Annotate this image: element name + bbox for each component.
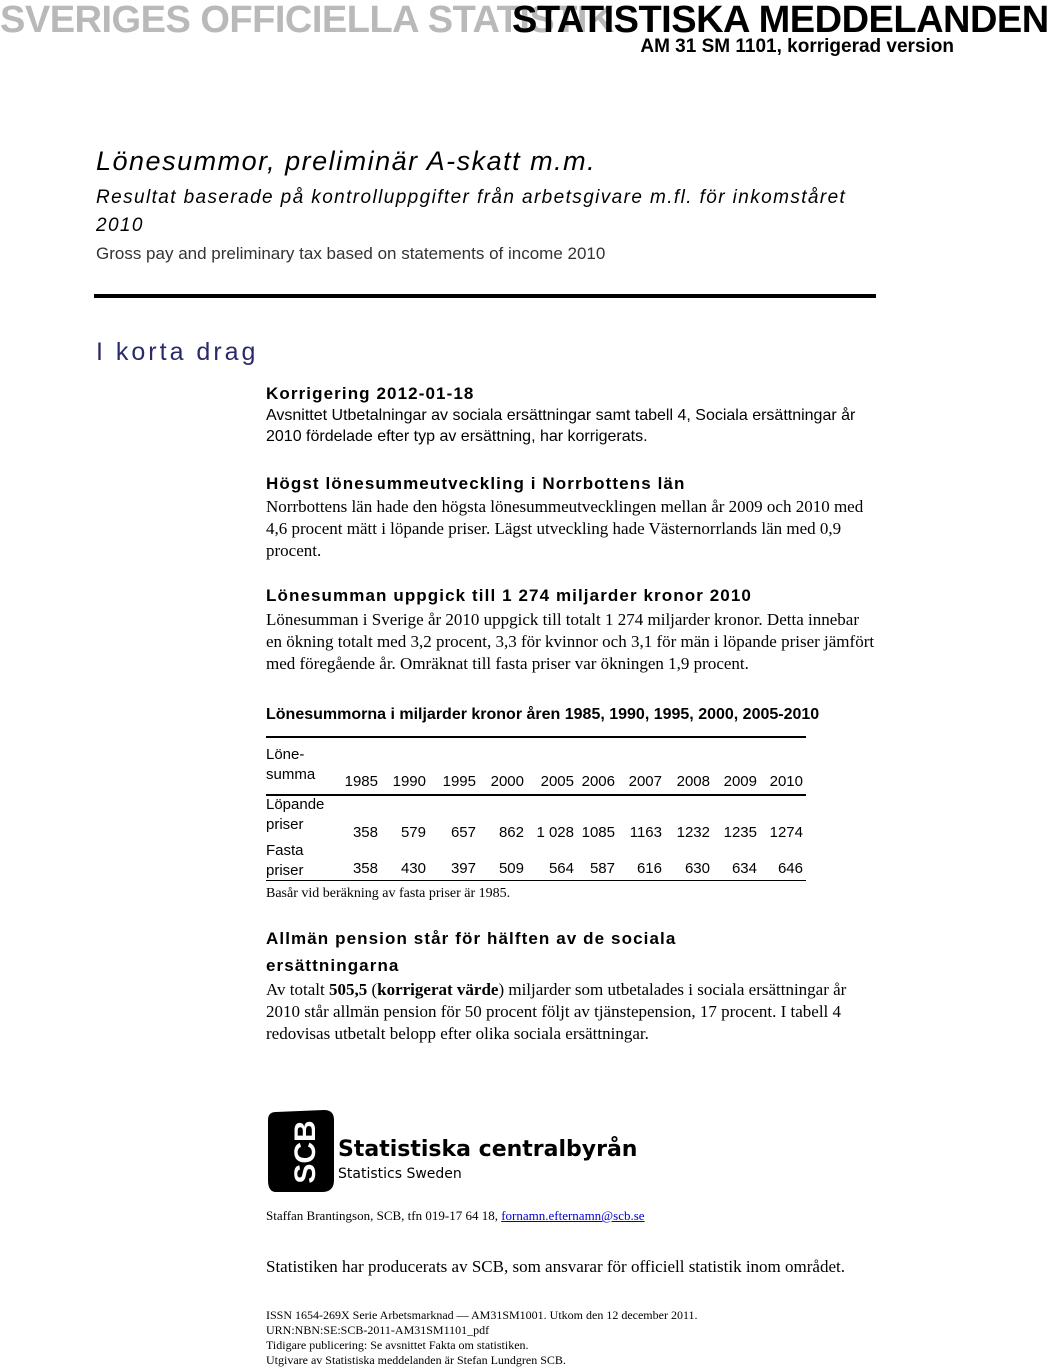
table-cell: 1085 [581,824,615,841]
report-id: AM 31 SM 1101, korrigerad version [640,36,954,57]
publication-footer [266,1308,698,1368]
table-cell: 630 [684,860,710,877]
year-header: 2000 [490,773,524,790]
pension-text-mid: ( [367,980,378,999]
table-cell: 1274 [769,824,803,841]
row-label-lopande [266,795,324,835]
year-header: 1990 [392,773,426,790]
year-header: 2009 [723,773,757,790]
table-cell: 564 [548,860,574,877]
header-label-line2: summa [266,766,316,783]
contact-line [266,1208,645,1224]
table-cell: 616 [636,860,662,877]
summary-heading: I korta drag [96,338,259,366]
footer-earlier: Tidigare publicering: Se avsnittet Fakta om statistiken. [266,1338,529,1352]
table-title: Lönesummorna i miljarder kronor åren 1985, 1990, 1995, 2000, 2005-2010 [266,706,820,723]
table-cell: 397 [450,860,476,877]
table-cell: 509 [498,860,524,877]
total-heading: Lönesumman uppgick till 1 274 miljarder kronor 2010 [266,586,752,605]
english-title: Gross pay and preliminary tax based on statements of income 2010 [96,244,606,263]
row-label-line1: Löpande [266,796,325,813]
year-header: 1995 [442,773,476,790]
table-cell: 587 [589,860,615,877]
table-cell: 646 [777,860,803,877]
year-header: 1985 [344,773,378,790]
table-cell: 1163 [629,824,662,841]
table-header-rule [266,794,806,796]
row-label-line2: priser [266,816,304,833]
contact-text: Staffan Brantingson, SCB, tfn 019-17 64 18, [266,1208,502,1223]
table-cell: 358 [352,860,378,877]
pension-text-post: ) miljarder som utbetalades i sociala ersättningar år 2010 står allmän pension för 50 procent följt av tjänstepension, 17 procent. I tabell 4 redovisas utbetalt belopp efter olika sociala ersättningar. [266,980,847,1043]
pension-corrected-label: korrigerat värde [377,980,499,999]
year-header: 2010 [769,773,803,790]
logo-name: Statistiska centralbyrån [338,1137,638,1162]
footer-publisher: Utgivare av Statistiska meddelanden är Stefan Lundgren SCB. [266,1353,566,1367]
correction-heading: Korrigering 2012-01-18 [266,384,475,403]
year-header: 2005 [540,773,574,790]
document-title: Lönesummor, preliminär A-skatt m.m. [96,146,597,176]
logo-name-en: Statistics Sweden [338,1166,462,1182]
pension-text-pre: Av totalt [266,980,329,999]
pension-heading-line1: Allmän pension står för hälften av de sociala [266,929,677,948]
table-bottom-rule [266,880,806,881]
pension-heading-line2: ersättningarna [266,956,400,975]
table-cell: 1 028 [536,824,574,841]
table-cell: 634 [731,860,757,877]
footer-issn: ISSN 1654-269X Serie Arbetsmarknad — AM31SM1001. Utkom den 12 december 2011. [266,1308,698,1322]
year-header: 2006 [581,773,615,790]
norrbotten-heading: Högst lönesummeutveckling i Norrbottens län [266,474,686,493]
document-subtitle: Resultat baserade på kontrolluppgifter från arbetsgivare m.fl. för inkomståret 2010 [96,187,847,236]
table-cell: 579 [400,824,426,841]
pension-text [266,979,866,1045]
year-header: 2007 [628,773,662,790]
title-divider [94,294,876,298]
pension-total-value: 505,5 [328,980,368,999]
total-text: Lönesumman i Sverige år 2010 uppgick till totalt 1 274 miljarder kronor. Detta innebar en ökning totalt med 3,2 procent, 3,3 för kvinnor och 3,1 för män i löpande priser jämfört med föregående år. Omräknat till fasta priser var ökningen 1,9 procent. [266,610,875,673]
year-header: 2008 [676,773,710,790]
row-label-line1: Fasta [266,842,304,859]
table-cell: 430 [400,860,426,877]
table-cell: 1235 [723,824,757,841]
correction-text: Avsnittet Utbetalningar av sociala ersättningar samt tabell 4, Sociala ersättningar år 2010 fördelade efter typ av ersättning, har korrigerats. [266,407,856,445]
row-label-line2: priser [266,862,304,879]
footer-urn: URN:NBN:SE:SCB-2011-AM31SM1101_pdf [266,1323,490,1337]
table-header-label [266,745,315,785]
table-top-rule [266,736,806,738]
series-banner-right: STATISTISKA MEDDELANDEN [512,0,1049,41]
responsibility-statement: Statistiken har producerats av SCB, som ansvarar för officiell statistik inom området. [266,1257,845,1276]
table-note: Basår vid beräkning av fasta priser är 1985. [266,886,511,901]
row-label-fasta [266,841,304,881]
header-label-line1: Löne- [266,746,305,763]
scb-logo [266,1106,646,1201]
norrbotten-text: Norrbottens län hade den högsta lönesummeutvecklingen mellan år 2009 och 2010 med 4,6 procent mätt i löpande priser. Lägst utveckling hade Västernorrlands län med 0,9 procent. [266,497,864,560]
contact-email-link[interactable]: fornamn.efternamn@scb.se [501,1208,645,1223]
table-cell: 657 [450,824,476,841]
table-cell: 862 [498,824,524,841]
table-cell: 1232 [676,824,710,841]
series-banner-left: SVERIGES OFFICIELLA STATISTIK [0,0,614,41]
table-cell: 358 [352,824,378,841]
logo-mark: SCB [289,1120,322,1184]
